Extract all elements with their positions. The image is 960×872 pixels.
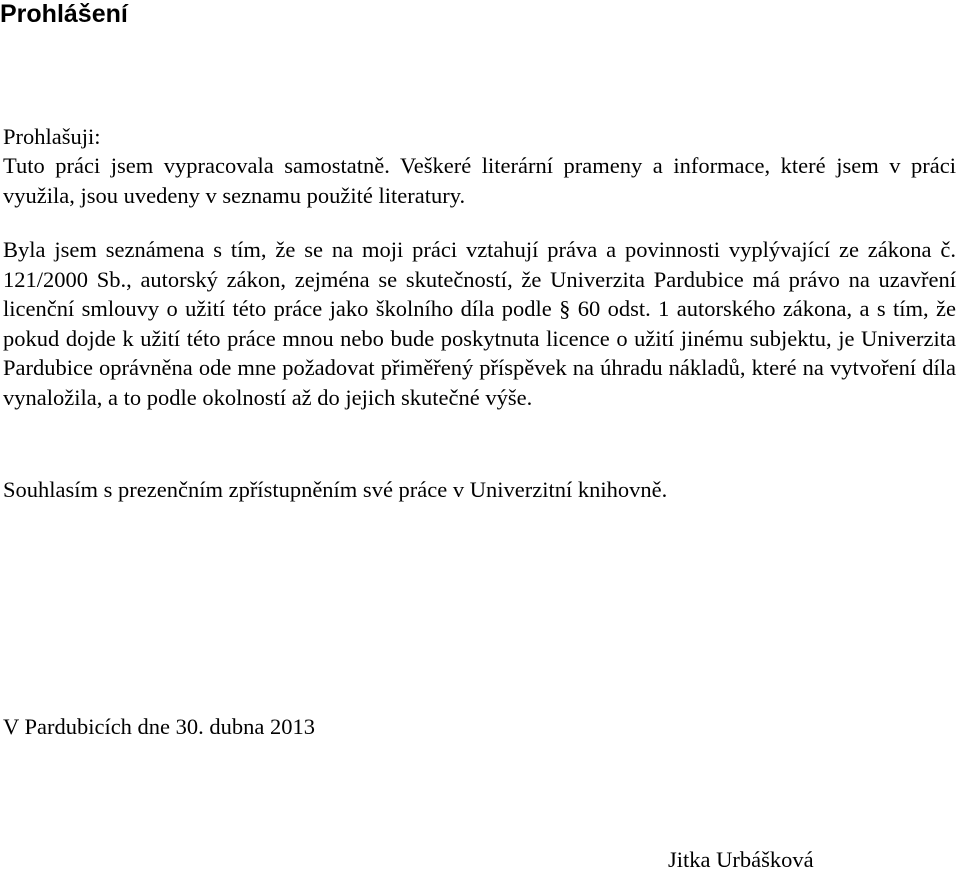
declaration-intro: Prohlašuji: xyxy=(3,124,101,149)
declaration-paragraph-copyright: Byla jsem seznámena s tím, že se na moji práci vztahují práva a povinnosti vyplývající ze zákona č. 121/2000 Sb., autorský zákon, zejména se skutečností, že Univerzita Pardubice má právo na uzavření licenční smlouvy o užití této práce jako školního díla podle § 60 odst. 1 autorského zákona, a s tím, že pokud dojde k užití této práce mnou nebo bude poskytnuta licence o užití jinému subjektu, je Univerzita Pardubice oprávněna ode mne požadovat přiměřený příspěvek na úhradu nákladů, které na vytvoření díla vynaložila, a to podle okolností až do jejich skutečné výše. xyxy=(3,237,956,410)
place-and-date: V Pardubicích dne 30. dubna 2013 xyxy=(3,714,316,739)
author-signature: Jitka Urbášková xyxy=(668,847,814,872)
declaration-paragraph-authorship: Tuto práci jsem vypracovala samostatně. Veškeré literární prameny a informace, které jsem v práci využila, jsou uvedeny v seznamu použité literatury. xyxy=(3,153,956,208)
declaration-paragraph-library-consent: Souhlasím s prezenčním zpřístupněním své práce v Univerzitní knihovně. xyxy=(3,477,668,502)
page-title: Prohlášení xyxy=(0,0,128,28)
